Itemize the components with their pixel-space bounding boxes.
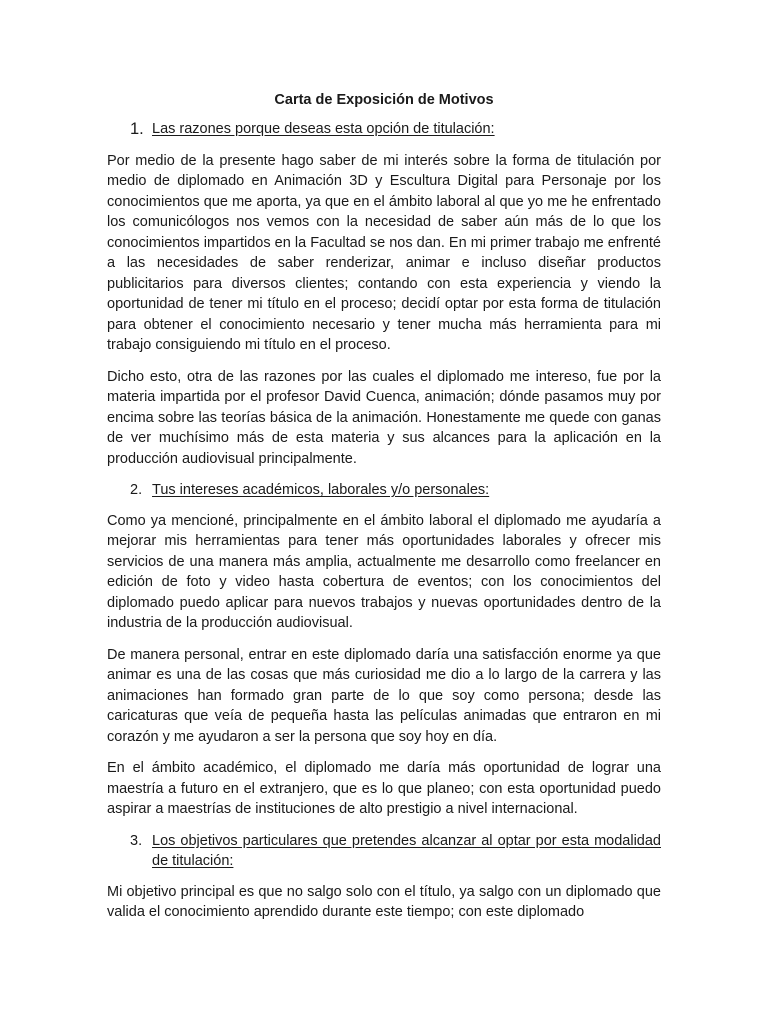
section-heading-text-3: Los objetivos particulares que pretendes alcanzar al optar por esta modalidad de titulación: [152, 832, 661, 869]
paragraph-2-3: En el ámbito académico, el diplomado me daría más oportunidad de lograr una maestría a futuro en el extranjero, que es lo que planeo; con esta oportunidad puedo aspirar a maestrías de instituciones de alto prestigio a nivel internacional. [107, 760, 661, 817]
section-number-3: 3. [130, 832, 143, 849]
paragraph-1-1: Por medio de la presente hago saber de mi interés sobre la forma de titulación por medio de diplomado en Animación 3D y Escultura Digital para Personaje por los conocimientos que me aporta, ya que en el ámbito laboral al que yo me he enfrentado los comunicólogos nos vemos con la necesidad de saber aún más de lo que los conocimientos impartidos en la Facultad se nos dan. En mi primer trabajo me enfrenté a las necesidades de saber renderizar, animar e incluso diseñar productos publicitarios para diversos clientes; contando con esta experiencia y viendo la oportunidad de tener mi título en el proceso; decidí optar por esta forma de titulación para obtener el conocimiento necesario y tener mucha más herramienta para mi trabajo consiguiendo mi título en el proceso. [107, 152, 661, 353]
paragraph-2-2: De manera personal, entrar en este diplomado daría una satisfacción enorme ya que animar es una de las cosas que más curiosidad me dio a lo largo de la carrera y las animaciones han formado gran parte de lo que soy como persona; desde las caricaturas que veía de pequeña hasta las películas animadas que entraron en mi corazón y me ayudaron a ser la persona que soy hoy en día. [107, 646, 661, 745]
document-body [107, 90, 661, 934]
document-title: Carta de Exposición de Motivos [274, 92, 494, 108]
section-number-2: 2. [130, 482, 143, 498]
section-heading-3 [107, 831, 661, 872]
section-heading-1 [107, 119, 661, 141]
section-heading-text-1: Las razones porque deseas esta opción de titulación: [152, 121, 495, 137]
paragraph-2-1: Como ya mencioné, principalmente en el ámbito laboral el diplomado me ayudaría a mejorar mis herramientas para tener más oportunidades laborales y ofrecer mis servicios de una manera más amplia, actualmente me desarrollo como freelancer en edición de foto y video hasta cobertura de eventos; con los conocimientos del diplomado puedo aplicar para nuevos trabajos y nuevas oportunidades dentro de la industria de la producción audiovisual. [107, 512, 661, 631]
section-number-1: 1. [130, 120, 144, 138]
paragraph-1-2: Dicho esto, otra de las razones por las cuales el diplomado me intereso, fue por la materia impartida por el profesor David Cuenca, animación; dónde pasamos muy por encima sobre las teorías básica de la animación. Honestamente me quede con ganas de ver muchísimo más de esta materia y sus alcances para la aplicación en la producción audiovisual principalmente. [107, 368, 661, 467]
section-heading-2 [107, 480, 661, 501]
paragraph-3-1: Mi objetivo principal es que no salgo solo con el título, ya salgo con un diplomado que valida el conocimiento aprendido durante este tiempo; con este diplomado [107, 883, 661, 920]
section-heading-text-2: Tus intereses académicos, laborales y/o personales: [152, 482, 490, 498]
